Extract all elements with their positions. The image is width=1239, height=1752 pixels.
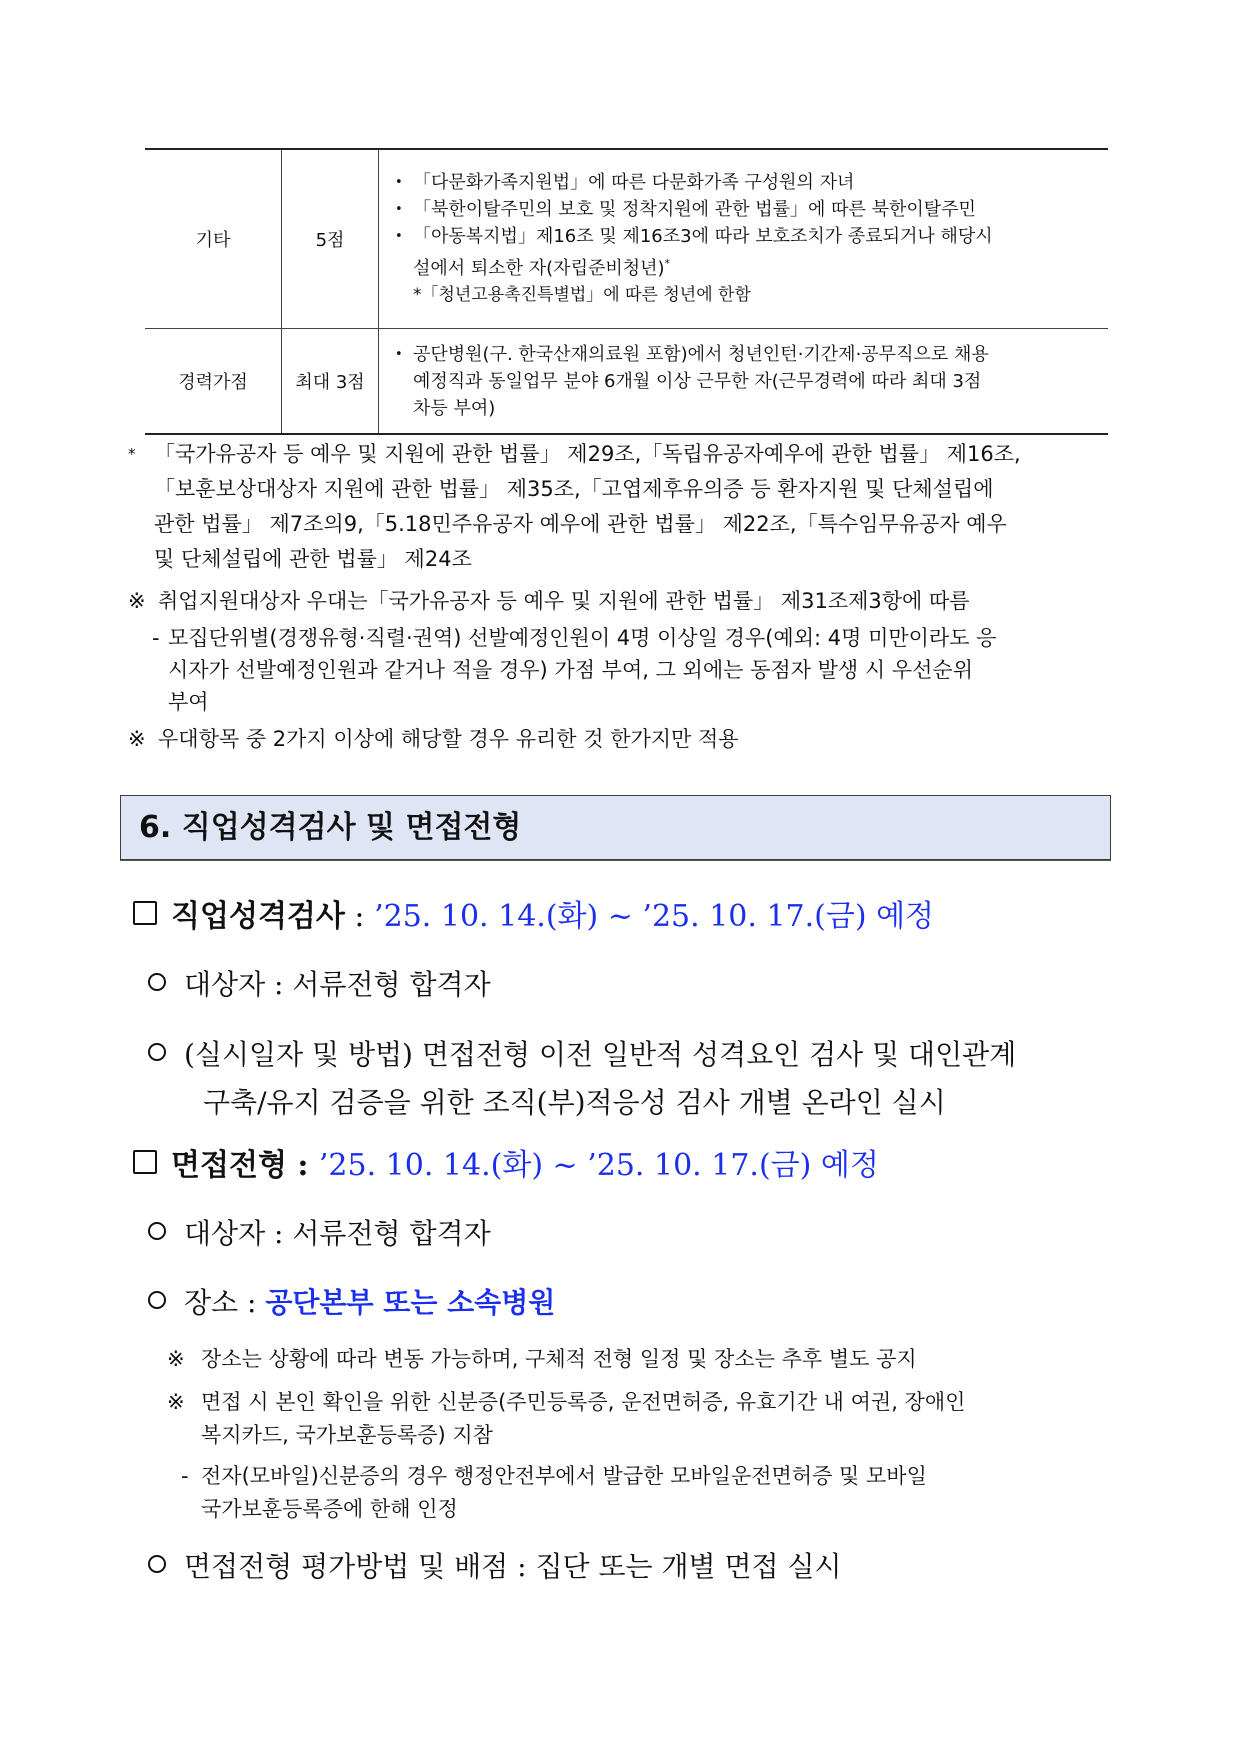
aptitude-method: (실시일자 및 방법) 면접전형 이전 일반적 성격요인 검사 및 대인관계 구축/유지 검증을 위한 조직(부)적응성 검사 개별 온라인 실시 — [148, 1031, 1123, 1127]
interview-date: ’25. 10. 14.(화) ~ ’25. 10. 17.(금) 예정 — [318, 1148, 879, 1183]
asterisk-mark: * — [128, 445, 136, 463]
id-required-note: ※ 면접 시 본인 확인을 위한 신분증(주민등록증, 운전면허증, 유효기간 내 여권, 장애인 복지카드, 국가보훈등록증) 지참 — [165, 1386, 1120, 1452]
reference-mark: ※ — [128, 727, 146, 751]
dash-mark: - — [152, 626, 160, 650]
category-cell: 경력가점 — [145, 329, 282, 435]
dash-mark: - — [181, 1464, 189, 1488]
law-reference-note: * 「국가유공자 등 예우 및 지원에 관한 법률」 제29조,「독립유공자예우에 관한 법률」 제16조, 「보훈보상대상자 지원에 관한 법률」 제35조,「고엽제후유의증 등 환자지원 및 단체설립에 관한 법률」 제7조의9,「5.18민주유공자 예우에 관한 법률」 제22조,「특수임무유공자 예우 및 단체설립에 관한 법률」 제24조 — [128, 437, 1118, 577]
aptitude-test-date: ’25. 10. 14.(화) ~ ’25. 10. 17.(금) 예정 — [374, 899, 935, 934]
category-cell: 기타 — [145, 149, 282, 329]
interview-heading: 면접전형 : ’25. 10. 14.(화) ~ ’25. 10. 17.(금) 예정 — [133, 1146, 1093, 1186]
footnote-mark: * — [664, 257, 671, 270]
reference-mark: ※ — [167, 1390, 185, 1414]
place-change-note: ※ 장소는 상황에 따라 변동 가능하며, 구체적 전형 일정 및 장소는 추후 별도 공지 — [165, 1343, 1120, 1376]
square-bullet-icon — [133, 1150, 157, 1174]
score-cell: 5점 — [282, 149, 379, 329]
interview-target: 대상자 : 서류전형 합격자 — [148, 1210, 1123, 1258]
square-bullet-icon — [133, 901, 157, 925]
aptitude-test-heading: 직업성격검사 : ’25. 10. 14.(화) ~ ’25. 10. 17.(금) 예정 — [133, 897, 1093, 937]
score-cell: 최대 3점 — [282, 329, 379, 435]
table-row — [145, 329, 1108, 435]
circle-bullet-icon — [148, 1291, 166, 1309]
reference-mark: ※ — [128, 589, 146, 613]
criteria-cell — [379, 149, 1109, 329]
criteria-item: • 공단병원(구. 한국산재의료원 포함)에서 청년인턴·기간제·공무직으로 채용 예정직과 동일업무 분야 6개월 이상 근무한 자(근무경력에 따라 최대 3점 차등 부여) — [391, 341, 1100, 422]
circle-bullet-icon — [148, 1222, 166, 1240]
aptitude-target: 대상자 : 서류전형 합격자 — [148, 961, 1123, 1009]
criteria-item: • 「다문화가족지원법」에 따른 다문화가족 구성원의 자녀 — [391, 169, 1100, 196]
circle-bullet-icon — [148, 973, 166, 991]
interview-evaluation: 면접전형 평가방법 및 배점 : 집단 또는 개별 면접 실시 — [148, 1543, 1123, 1591]
interview-place: 장소 : 공단본부 또는 소속병원 — [148, 1279, 1123, 1327]
tie-breaker-note: - 모집단위별(경쟁유형·직렬·권역) 선발예정인원이 4명 이상일 경우(예외: 4명 미만이라도 응 시자가 선발예정인원과 같거나 적을 경우) 가점 부여, 그 외에는 동점자 발생 시 우선순위 부여 — [128, 622, 1118, 718]
circle-bullet-icon — [148, 1555, 166, 1573]
reference-mark: ※ — [167, 1347, 185, 1371]
mobile-id-note: - 전자(모바일)신분증의 경우 행정안전부에서 발급한 모바일운전면허증 및 모바일 국가보훈등록증에 한해 인정 — [165, 1460, 1120, 1526]
criteria-footnote: *「청년고용촉진특별법」에 따른 청년에 한함 — [413, 285, 751, 305]
interview-place-value: 공단본부 또는 소속병원 — [265, 1286, 556, 1319]
single-preference-note: ※ 우대항목 중 2가지 이상에 해당할 경우 유리한 것 한가지만 적용 — [128, 722, 1118, 757]
criteria-cell — [379, 329, 1109, 435]
bonus-points-table — [145, 148, 1108, 435]
section-heading: 6. 직업성격검사 및 면접전형 — [120, 795, 1111, 860]
circle-bullet-icon — [148, 1043, 166, 1061]
criteria-item: • 「북한이탈주민의 보호 및 정착지원에 관한 법률」에 따른 북한이탈주민 — [391, 196, 1100, 223]
preference-note: ※ 취업지원대상자 우대는「국가유공자 등 예우 및 지원에 관한 법률」 제31조제3항에 따름 — [128, 584, 1118, 619]
table-row — [145, 149, 1108, 329]
criteria-item: • 「아동복지법」제16조 및 제16조3에 따라 보호조치가 종료되거나 해당시 설에서 퇴소한 자(자립준비청년)* — [391, 223, 1100, 282]
